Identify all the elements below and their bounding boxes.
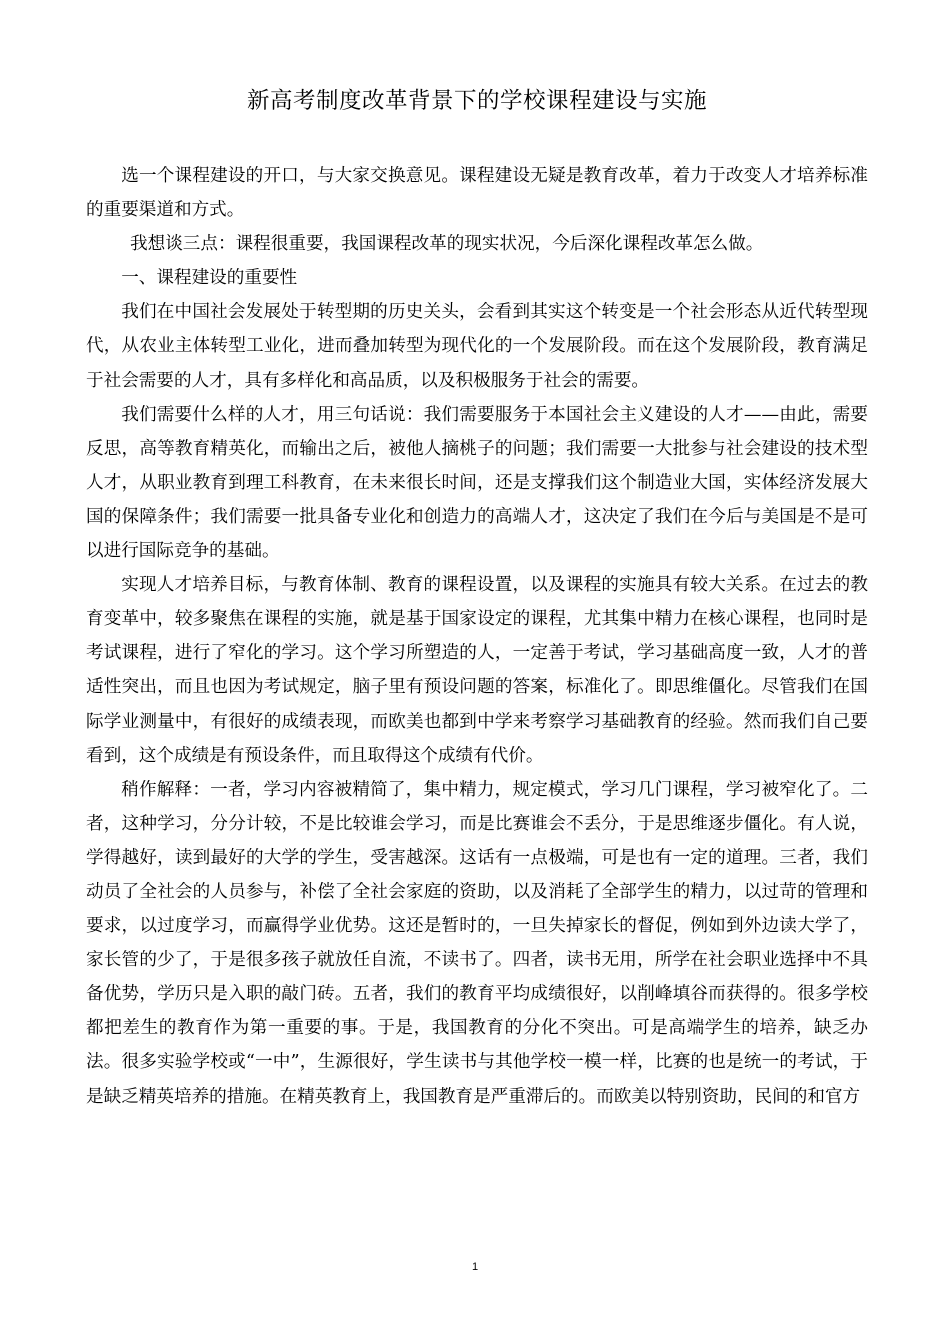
paragraph-social-transition: 我们在中国社会发展处于转型期的历史关头，会看到其实这个转变是一个社会形态从近代转型现代，从农业主体转型工业化，进而叠加转型为现代化的一个发展阶段。而在这个发展阶段，教育满足于社会需要的人才，具有多样化和高品质，以及积极服务于社会的需要。 xyxy=(86,302,868,391)
paragraph-curriculum-implementation: 实现人才培养目标，与教育体制、教育的课程设置，以及课程的实施具有较大关系。在过去的教育变革中，较多聚焦在课程的实施，就是基于国家设定的课程，尤其集中精力在核心课程，也同时是考试课程，进行了窄化的学习。这个学习所塑造的人，一定善于考试，学习基础高度一致，人才的普适性突出，而且也因为考试规定，脑子里有预设问题的答案，标准化了。即思维僵化。尽管我们在国际学业测量中，有很好的成绩表现，而欧美也都到中学来考察学习基础教育的经验。然而我们自己要看到，这个成绩是有预设条件，而且取得这个成绩有代价。 xyxy=(86,575,868,766)
document-title: 新高考制度改革背景下的学校课程建设与实施 xyxy=(246,88,707,114)
section-heading-importance: 一、课程建设的重要性 xyxy=(121,268,298,289)
document-page xyxy=(86,84,868,1114)
paragraph-outline: 我想谈三点：课程很重要，我国课程改革的现实状况，今后深化课程改革怎么做。 xyxy=(130,234,764,255)
page-number: 1 xyxy=(471,1261,479,1273)
paragraph-talent-needs: 我们需要什么样的人才，用三句话说：我们需要服务于本国社会主义建设的人才——由此，需要反思，高等教育精英化，而输出之后，被他人摘桃子的问题；我们需要一大批参与社会建设的技术型人才，从职业教育到理工科教育，在未来很长时间，还是支撑我们这个制造业大国，实体经济发展大国的保障条件；我们需要一批具备专业化和创造力的高端人才，这决定了我们在今后与美国是不是可以进行国际竞争的基础。 xyxy=(86,404,868,562)
paragraph-explanation: 稍作解释：一者，学习内容被精简了，集中精力，规定模式，学习几门课程，学习被窄化了。二者，这种学习，分分计较，不是比较谁会学习，而是比赛谁会不丢分，于是思维逐步僵化。有人说，学得越好，读到最好的大学的学生，受害越深。这话有一点极端，可是也有一定的道理。三者，我们动员了全社会的人员参与，补偿了全社会家庭的资助，以及消耗了全部学生的精力，以过苛的管理和要求，以过度学习，而赢得学业优势。这还是暂时的，一旦失掉家长的督促，例如到外边读大学了，家长管的少了，于是很多孩子就放任自流，不读书了。四者，读书无用，所学在社会职业选择中不具备优势，学历只是入职的敲门砖。五者，我们的教育平均成绩很好，以削峰填谷而获得的。很多学校都把差生的教育作为第一重要的事。于是，我国教育的分化不突出。可是高端学生的培养，缺乏办法。很多实验学校或“一中”，生源很好，学生读书与其他学校一模一样，比赛的也是统一的考试，于是缺乏精英培养的措施。在精英教育上，我国教育是严重滞后的。而欧美以特别资助，民间的和官方 xyxy=(86,779,868,1107)
paragraph-intro: 选一个课程建设的开口，与大家交换意见。课程建设无疑是教育改革，着力于改变人才培养标准的重要渠道和方式。 xyxy=(86,166,868,221)
